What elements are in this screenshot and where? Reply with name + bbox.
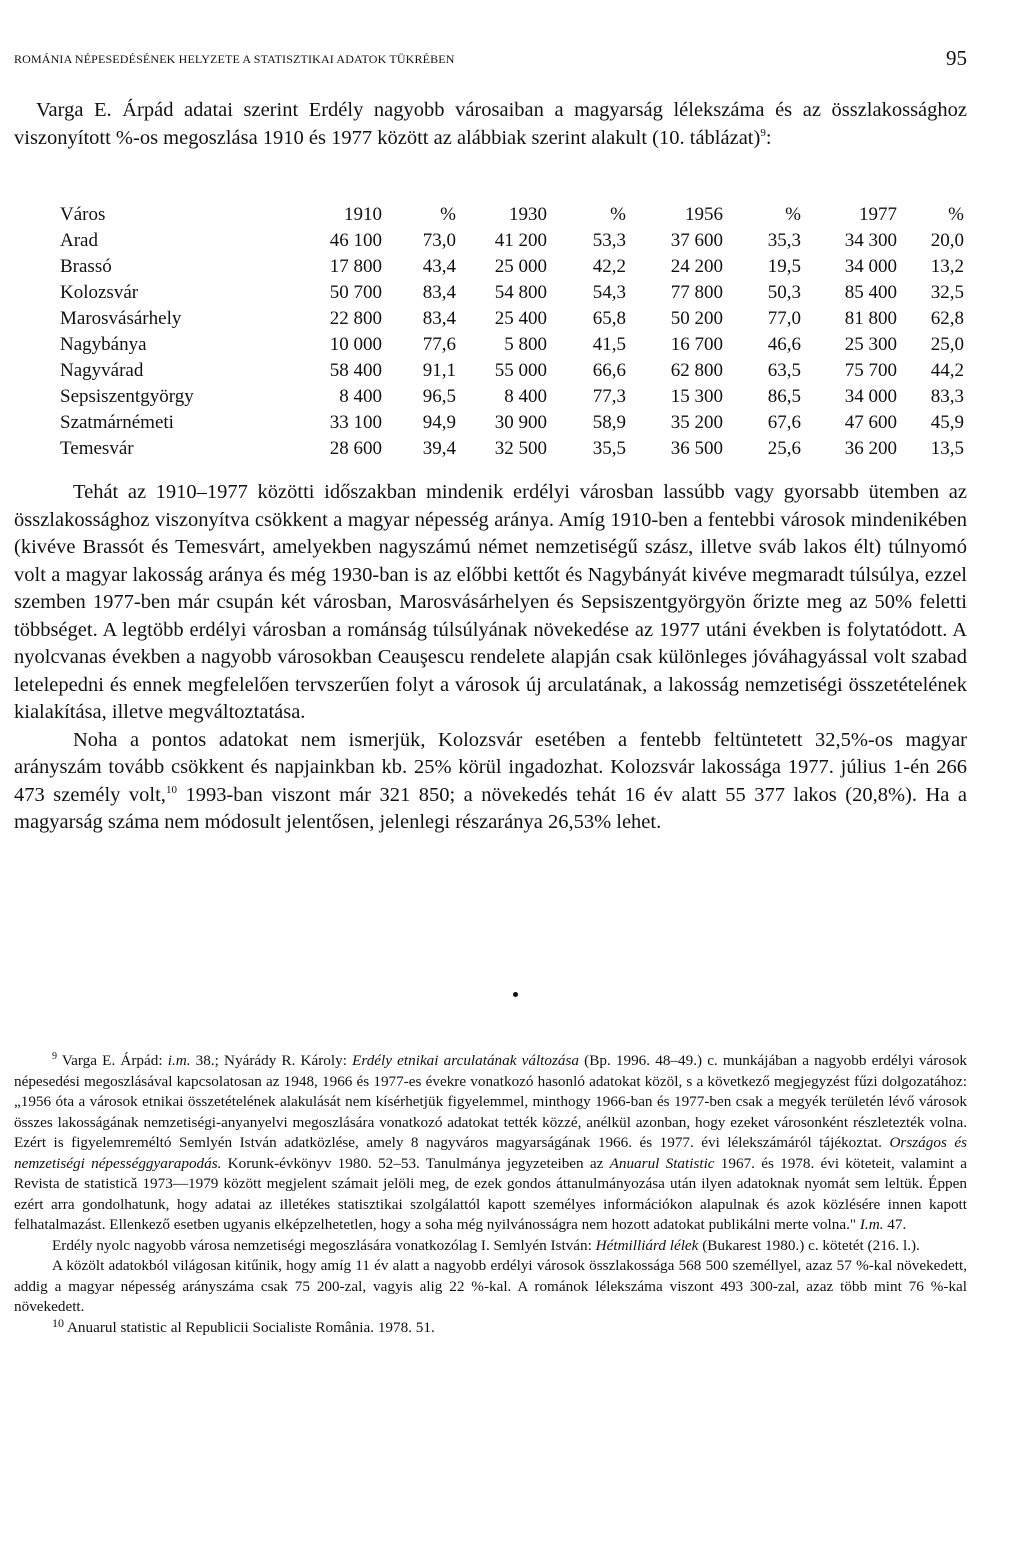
footnote-9-number: 9 xyxy=(52,1051,57,1062)
footnote-title: Országos és nemzetiségi népességgyarapodás. xyxy=(14,1134,967,1172)
column-header: Város xyxy=(60,204,106,225)
value-cell: 81 800 xyxy=(844,308,897,329)
city-cell: Marosvásárhely xyxy=(60,308,182,329)
value-cell: 46,6 xyxy=(767,334,801,355)
body-paragraph-1: Tehát az 1910–1977 közötti időszakban mindenik erdélyi városban lassúbb vagy gyorsabb ütemben az összlakossághoz viszonyítva csökkent a magyar népesség aránya. Amíg 1910-ben a fentebbi városok mindenikében (kivéve Brassót és Temesvárt, amelyekben nagyszámú német nemzetiségű szász, illetve sváb lakos élt) túlnyomó volt a magyar lakosság aránya és még 1930-ban is az előbbi kettőt és Nagybányát kivéve megmaradt túlsúlya, ezzel szemben 1977-ben már csupán két városban, Marosvásárhelyen és Sepsiszentgyörgyön őrizte meg az 50% feletti többséget. A legtöbb erdélyi városban a románság túlsúlyának növekedése az 1977 utáni években is folytatódott. A nyolcvanas években a nagyobb városokban Ceauşescu rendelete alapján csak különleges jóváhagyással volt szabad letelepedni és ennek megfelelően tervszerűen folyt a városok új arculatának, a lakosság nemzetiségi összetételének kialakítása, illetve megváltoztatása. xyxy=(14,481,967,723)
intro-text: Varga E. Árpád adatai szerint Erdély nagyobb városaiban a magyarság lélekszáma és az összlakossághoz viszonyított %-os megoszlása 1910 és 1977 között az alábbiak szerint alakult (10. táblázat) xyxy=(14,99,967,149)
value-cell: 91,1 xyxy=(422,360,456,381)
value-cell: 5 800 xyxy=(504,334,547,355)
value-cell: 44,2 xyxy=(930,360,964,381)
value-cell: 8 400 xyxy=(504,386,547,407)
value-cell: 63,5 xyxy=(767,360,801,381)
footnote-title: Anuarul Statistic xyxy=(609,1154,715,1172)
separator-dot xyxy=(513,992,518,997)
value-cell: 24 200 xyxy=(670,256,723,277)
column-header: 1910 xyxy=(344,204,382,225)
value-cell: 30 900 xyxy=(494,412,547,433)
table-row xyxy=(60,228,964,254)
value-cell: 25,6 xyxy=(767,438,801,459)
footnote-9 xyxy=(14,1051,967,1236)
footnote-9-paragraph-2 xyxy=(14,1236,967,1257)
column-header: % xyxy=(610,204,626,225)
value-cell: 25 400 xyxy=(494,308,547,329)
value-cell: 55 000 xyxy=(494,360,547,381)
city-cell: Arad xyxy=(60,230,98,251)
footnote-text: Erdély nyolc nagyobb városa nemzetiségi megoszlására vonatkozólag I. Semlyén István: xyxy=(52,1236,596,1254)
value-cell: 35,5 xyxy=(592,438,626,459)
value-cell: 39,4 xyxy=(422,438,456,459)
value-cell: 77,3 xyxy=(592,386,626,407)
table-header-row xyxy=(60,202,964,228)
value-cell: 32,5 xyxy=(930,282,964,303)
value-cell: 25 300 xyxy=(844,334,897,355)
column-header: % xyxy=(948,204,964,225)
value-cell: 53,3 xyxy=(592,230,626,251)
body-paragraph-2-start: Noha a pontos adatokat nem ismerjük, Kolozsvár esetében a fentebb feltüntetett 32,5%-os magyar arányszám tovább csökkent és napjainkban kb. 25% körül ingadozhat. Kolozsvár lakossága 1977. július 1-én 266 473 személy volt, xyxy=(14,728,967,806)
value-cell: 35 200 xyxy=(670,412,723,433)
value-cell: 54,3 xyxy=(592,282,626,303)
value-cell: 13,5 xyxy=(930,438,964,459)
footnote-title: Hétmilliárd lélek xyxy=(595,1236,699,1254)
footnote-text: Anuarul statistic al Republicii Socialiste România. 1978. 51. xyxy=(64,1318,435,1336)
value-cell: 10 000 xyxy=(329,334,382,355)
value-cell: 25,0 xyxy=(930,334,964,355)
value-cell: 22 800 xyxy=(329,308,382,329)
value-cell: 42,2 xyxy=(592,256,626,277)
value-cell: 28 600 xyxy=(329,438,382,459)
value-cell: 46 100 xyxy=(329,230,382,251)
value-cell: 34 000 xyxy=(844,386,897,407)
footnote-text: (Bp. 1996. 48–49.) c. munkájában a nagyobb erdélyi városok népesedési megoszlásával kapcsolatosan az 1948, 1966 és 1977-es évekre vonatkozó hasonló adatokat közöl, s a következő megjegyzést fűzi dolgozatához: „1956 óta a városok etnikai összetételének alakulását nem kísérhetjük figyelemmel, minthogy 1966-ban és 1977-ben csak a megyék területén lévő városok összes lakosságának nemzetiségi-anyanyelvi megoszlására vonatkozó adatokat tették közzé, anélkül azonban, hogy ezeket városonként részletezték volna. Ezért is figyelemreméltó Semlyén István adatközlése, amely 8 nagyváros magyarságának 1966. és 1977. évi lélekszámáról tájékoztat. xyxy=(14,1052,968,1151)
value-cell: 65,8 xyxy=(592,308,626,329)
table-row xyxy=(60,332,964,358)
value-cell: 34 000 xyxy=(844,256,897,277)
city-cell: Nagyvárad xyxy=(60,360,144,381)
intro-paragraph xyxy=(14,97,967,152)
intro-text-end: : xyxy=(765,126,772,149)
value-cell: 41,5 xyxy=(592,334,626,355)
footnote-text: Varga E. Árpád: xyxy=(57,1052,168,1069)
table-row xyxy=(60,384,964,410)
value-cell: 86,5 xyxy=(767,386,801,407)
value-cell: 77,6 xyxy=(422,334,456,355)
value-cell: 54 800 xyxy=(494,282,547,303)
footnote-10-number: 10 xyxy=(52,1315,64,1330)
value-cell: 73,0 xyxy=(422,230,456,251)
page-number: 95 xyxy=(946,46,967,70)
value-cell: 8 400 xyxy=(339,386,382,407)
table-row xyxy=(60,436,964,462)
table-row xyxy=(60,280,964,306)
footnote-text: 1967. és 1978. évi köteteit, valamint a Revista de statisticǎ 1973—1979 között megjelent számait jelöli meg, de ezek gondos áttanulmányozása után ilyen adatoknak nyomát sem leltük. Éppen ezért arra gondolhatunk, hogy adatai az illetékes statisztikai szolgálattól kapott személyes információkon alapulnak és azok közlésére innen kapott felhatalmazást. Ellenkező esetben ugyanis elképzelhetetlen, hogy a soha még nyilvánosságra nem hozott adatokat publikálni merte volna." xyxy=(14,1154,967,1233)
value-cell: 32 500 xyxy=(494,438,547,459)
value-cell: 34 300 xyxy=(844,230,897,251)
value-cell: 83,4 xyxy=(422,282,456,303)
column-header: % xyxy=(785,204,801,225)
table-row xyxy=(60,358,964,384)
value-cell: 66,6 xyxy=(592,360,626,381)
value-cell: 83,4 xyxy=(422,308,456,329)
value-cell: 77,0 xyxy=(767,308,801,329)
value-cell: 17 800 xyxy=(329,256,382,277)
footnote-ref-9[interactable]: 9 xyxy=(760,126,766,139)
table-row xyxy=(60,254,964,280)
footnote-abbrev: i.m. xyxy=(167,1052,191,1069)
value-cell: 77 800 xyxy=(670,282,723,303)
value-cell: 62 800 xyxy=(670,360,723,381)
running-head: ROMÁNIA NÉPESEDÉSÉNEK HELYZETE A STATISZTIKAI ADATOK TÜKRÉBEN xyxy=(14,52,455,66)
column-header: 1956 xyxy=(685,204,723,225)
footnote-title: Erdély etnikai arculatának változása xyxy=(352,1052,580,1069)
value-cell: 33 100 xyxy=(329,412,382,433)
table-row xyxy=(60,410,964,436)
city-cell: Temesvár xyxy=(60,438,134,459)
value-cell: 47 600 xyxy=(844,412,897,433)
footnote-abbrev: I.m. xyxy=(859,1216,884,1233)
value-cell: 20,0 xyxy=(930,230,964,251)
city-cell: Sepsiszentgyörgy xyxy=(60,386,194,407)
value-cell: 67,6 xyxy=(767,412,801,433)
city-cell: Kolozsvár xyxy=(60,282,139,303)
value-cell: 13,2 xyxy=(930,256,964,277)
page-header xyxy=(14,46,967,72)
column-header: % xyxy=(440,204,456,225)
table-row xyxy=(60,306,964,332)
value-cell: 58,9 xyxy=(592,412,626,433)
value-cell: 36 200 xyxy=(844,438,897,459)
body-paragraph-2-end: 1993-ban viszont már 321 850; a növekedés tehát 16 év alatt 55 377 lakos (20,8%). Ha a magyarság száma nem módosult jelentősen, jelenlegi részaránya 26,53% lehet. xyxy=(14,783,967,833)
footnote-10 xyxy=(14,1315,967,1339)
value-cell: 41 200 xyxy=(494,230,547,251)
value-cell: 85 400 xyxy=(844,282,897,303)
footnote-9-paragraph-3: A közölt adatokból világosan kitűnik, hogy amíg 11 év alatt a nagyobb erdélyi városok összlakossága 568 500 személlyel, azaz 57 %-kal növekedett, addig a magyar népesség arányszáma csak 75 200-zal, vagyis alig 22 %-kal. A románok lélekszáma viszont 493 300-zal, azaz több mint 76 %-kal növekedett. xyxy=(14,1257,967,1315)
column-header: 1930 xyxy=(509,204,547,225)
footnote-text: Korunk-évkönyv 1980. 52–53. Tanulmánya jegyzeteiben az xyxy=(221,1154,610,1172)
value-cell: 75 700 xyxy=(844,360,897,381)
footnote-text: 38.; Nyárády R. Károly: xyxy=(190,1052,353,1069)
city-cell: Szatmárnémeti xyxy=(60,412,174,433)
body-paragraph-2 xyxy=(14,727,967,837)
value-cell: 37 600 xyxy=(670,230,723,251)
column-header: 1977 xyxy=(859,204,897,225)
value-cell: 15 300 xyxy=(670,386,723,407)
body-text xyxy=(14,479,967,837)
value-cell: 16 700 xyxy=(670,334,723,355)
footnotes xyxy=(14,1051,967,1338)
value-cell: 19,5 xyxy=(767,256,801,277)
value-cell: 45,9 xyxy=(930,412,964,433)
value-cell: 96,5 xyxy=(422,386,456,407)
population-table xyxy=(60,202,964,462)
city-cell: Brassó xyxy=(60,256,112,277)
footnote-text: (Bukarest 1980.) c. kötetét (216. l.). xyxy=(698,1236,920,1254)
value-cell: 35,3 xyxy=(767,230,801,251)
value-cell: 58 400 xyxy=(329,360,382,381)
value-cell: 62,8 xyxy=(930,308,964,329)
city-cell: Nagybánya xyxy=(60,334,147,355)
value-cell: 50 200 xyxy=(670,308,723,329)
footnote-text: 47. xyxy=(883,1216,907,1233)
value-cell: 50 700 xyxy=(329,282,382,303)
value-cell: 43,4 xyxy=(422,256,456,277)
value-cell: 36 500 xyxy=(670,438,723,459)
value-cell: 94,9 xyxy=(422,412,456,433)
footnote-ref-10[interactable]: 10 xyxy=(165,783,177,796)
value-cell: 50,3 xyxy=(767,282,801,303)
value-cell: 25 000 xyxy=(494,256,547,277)
value-cell: 83,3 xyxy=(930,386,964,407)
